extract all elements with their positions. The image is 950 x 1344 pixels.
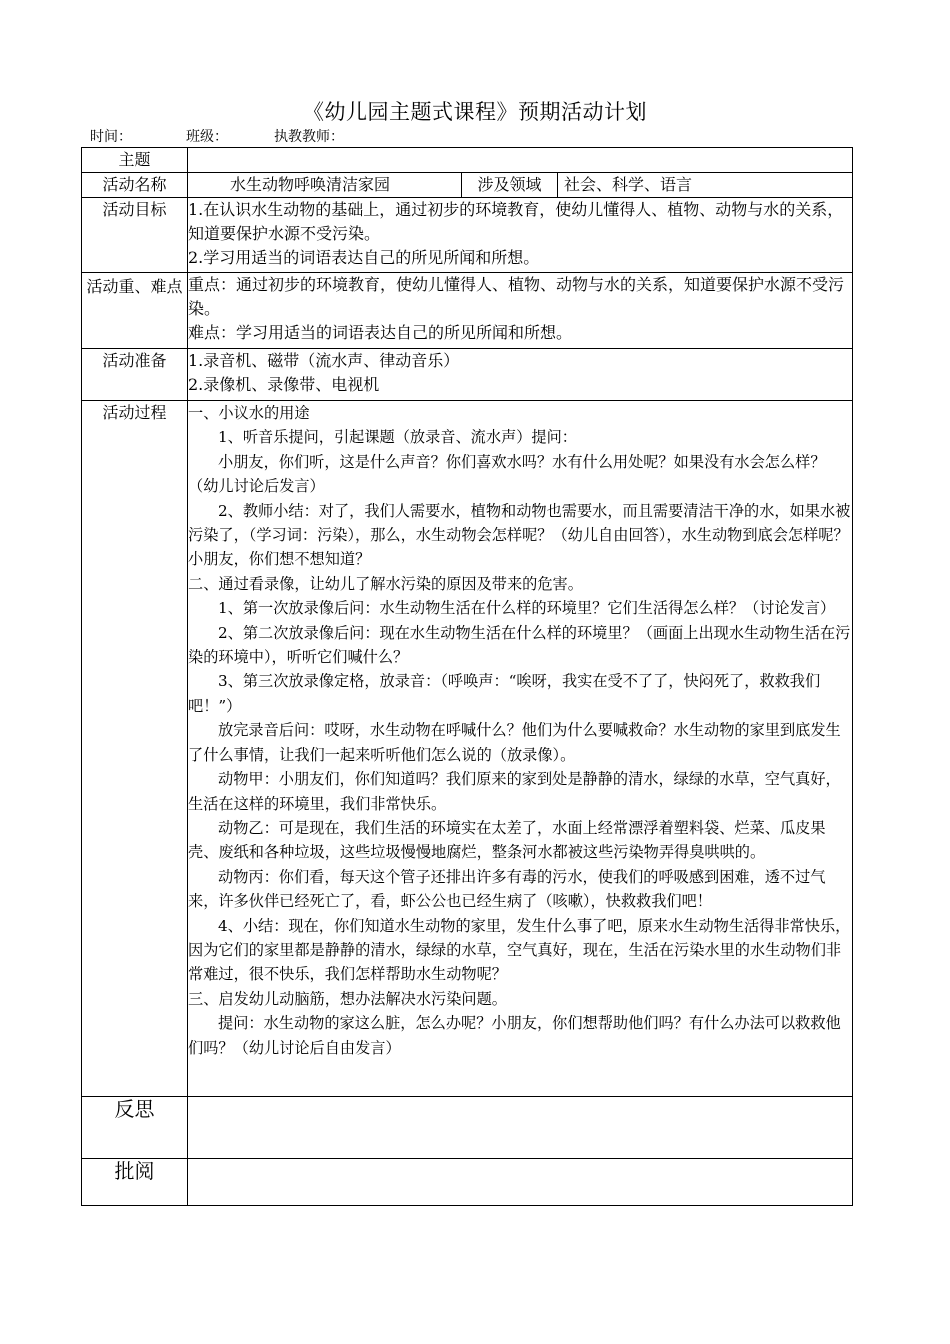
process-paragraph: 放完录音后问：哎呀，水生动物在呼喊什么？他们为什么要喊救命？水生动物的家里到底发生了什么事情，让我们一起来听听他们怎么说的（放录像）。 (188, 721, 841, 764)
process-paragraph: 1、第一次放录像后问：水生动物生活在什么样的环境里？它们生活得怎么样？（讨论发言） (218, 599, 836, 618)
preparation-content (188, 349, 853, 401)
process-paragraph: 动物丙：你们看，每天这个管子还排出许多有毒的污水，使我们的呼吸感到困难，透不过气来，许多伙伴已经死亡了，看，虾公公也已经生病了（咳嗽），快救救我们吧！ (188, 867, 826, 911)
row-reflection (82, 1097, 853, 1159)
focus-item: 重点：通过初步的环境教育，使幼儿懂得人、植物、动物与水的关系，知道要保护水源不受污染。 (188, 275, 845, 318)
reflection-value (188, 1097, 853, 1159)
process-heading: 二、通过看录像，让幼儿了解水污染的原因及带来的危害。 (188, 574, 583, 593)
meta-time: 时间： (90, 129, 132, 145)
goals-label: 活动目标 (82, 198, 188, 273)
goal-item: 2.学习用适当的词语表达自己的所见所闻和所想。 (188, 248, 540, 267)
process-paragraph: 动物甲：小朋友们，你们知道吗？我们原来的家到处是静静的清水，绿绿的水草，空气真好，生活在这样的环境里，我们非常快乐。 (188, 770, 841, 813)
prep-item: 2.录像机、录像带、电视机 (188, 375, 380, 394)
activity-plan-table (81, 147, 853, 1206)
row-activity-name (82, 173, 853, 198)
process-content (188, 401, 853, 1097)
meta-line (90, 126, 344, 146)
row-goals (82, 198, 853, 273)
review-value (188, 1159, 853, 1206)
reflection-label: 反思 (82, 1097, 188, 1159)
activity-name-label: 活动名称 (82, 173, 188, 198)
domain-value: 社会、科学、语言 (558, 173, 853, 198)
process-paragraph: 4、小结：现在，你们知道水生动物的家里，发生什么事了吧，原来水生动物生活得非常快乐，因为它们的家里都是静静的清水，绿绿的水草，空气真好，现在，生活在污染水里的水生动物们非常难过，很不快乐，我们怎样帮助水生动物呢？ (188, 916, 851, 984)
goal-item: 1.在认识水生动物的基础上，通过初步的环境教育，使幼儿懂得人、植物、动物与水的关系，知道要保护水源不受污染。 (188, 200, 844, 243)
process-paragraph: 提问：水生动物的家这么脏，怎么办呢？小朋友，你们想帮助他们吗？有什么办法可以救救他们吗？（幼儿讨论后自由发言） (188, 1014, 841, 1057)
process-label: 活动过程 (82, 401, 188, 1097)
focus-label: 活动重、难点 (82, 273, 188, 349)
row-theme (82, 148, 853, 173)
process-paragraph: 动物乙：可是现在，我们生活的环境实在太差了，水面上经常漂浮着塑料袋、烂菜、瓜皮果壳、废纸和各种垃圾，这些垃圾慢慢地腐烂，整条河水都被这些污染物弄得臭哄哄的。 (188, 818, 826, 862)
goals-content (188, 198, 853, 273)
focus-content (188, 273, 853, 349)
process-paragraph: 2、第二次放录像后问：现在水生动物生活在什么样的环境里？（画面上出现水生动物生活在污染的环境中），听听它们喊什么？ (188, 623, 851, 667)
theme-value (188, 148, 853, 173)
row-review (82, 1159, 853, 1206)
preparation-label: 活动准备 (82, 349, 188, 401)
activity-name-value: 水生动物呼唤清洁家园 (188, 173, 462, 198)
domain-label: 涉及领域 (462, 173, 558, 198)
row-process (82, 401, 853, 1097)
row-focus (82, 273, 853, 349)
meta-teacher: 执教教师： (274, 129, 344, 145)
document-title: 《幼儿园主题式课程》预期活动计划 (303, 100, 647, 124)
process-paragraph: 小朋友，你们听，这是什么声音？你们喜欢水吗？水有什么用处呢？如果没有水会怎么样？（幼儿讨论后发言） (188, 452, 826, 496)
process-heading: 三、启发幼儿动脑筋，想办法解决水污染问题。 (188, 989, 507, 1008)
focus-item: 难点：学习用适当的词语表达自己的所见所闻和所想。 (188, 323, 573, 342)
prep-item: 1.录音机、磁带（流水声、律动音乐） (188, 351, 460, 370)
theme-label: 主题 (82, 148, 188, 173)
review-label: 批阅 (82, 1159, 188, 1206)
process-paragraph: 1、听音乐提问，引起课题（放录音、流水声）提问： (218, 428, 577, 447)
meta-class: 班级： (186, 129, 228, 145)
process-heading: 一、小议水的用途 (188, 404, 310, 422)
process-paragraph: 2、教师小结：对了，我们人需要水，植物和动物也需要水，而且需要清洁干净的水，如果水被污染了，（学习词：污染），那么，水生动物会怎样呢？（幼儿自由回答），水生动物到底会怎样呢？小朋友，你们想不想知道？ (188, 501, 851, 569)
process-paragraph: 3、第三次放录像定格，放录音：（呼唤声：“唉呀，我实在受不了了，快闷死了，救救我们吧！”） (188, 672, 821, 715)
row-preparation (82, 349, 853, 401)
